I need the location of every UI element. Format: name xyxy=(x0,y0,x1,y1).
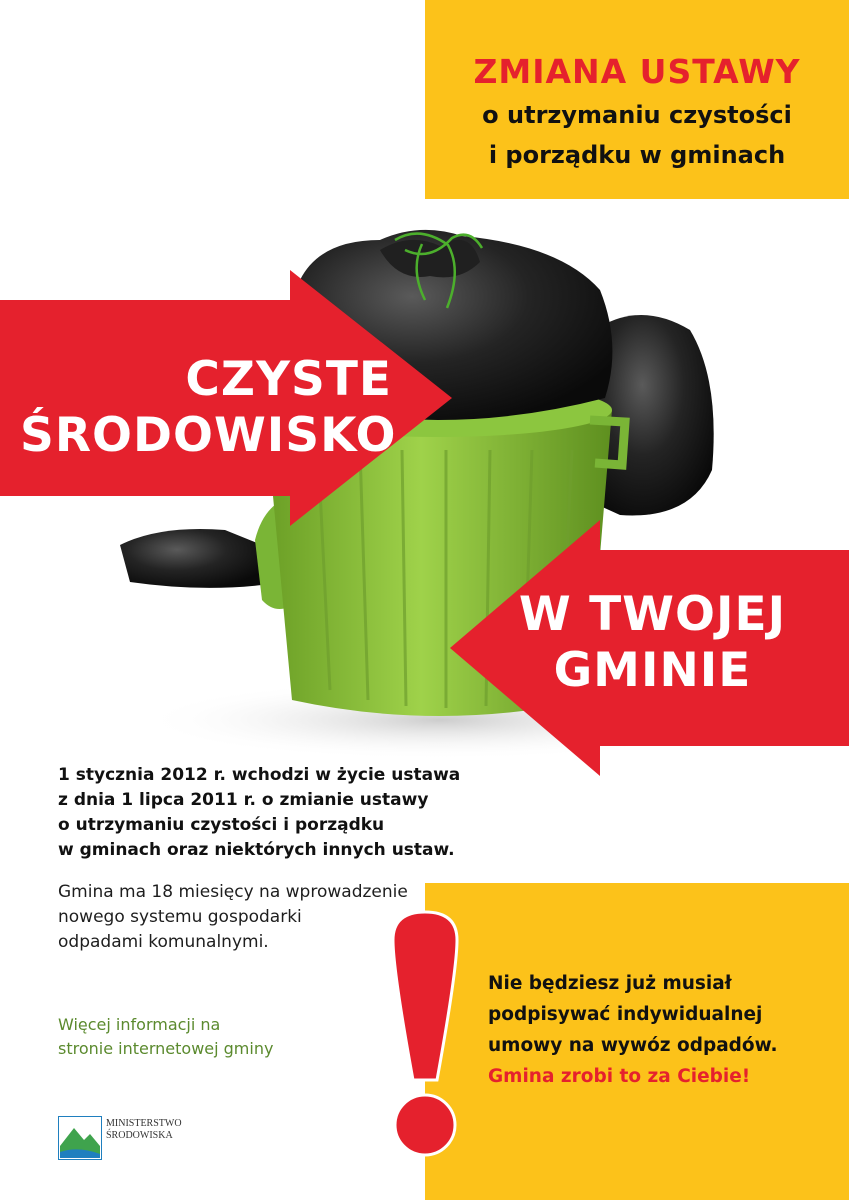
arrow-right-line2: GMINIE xyxy=(553,643,752,698)
intro-paragraph xyxy=(58,763,478,863)
notice-block xyxy=(488,968,838,1092)
intro-line: z dnia 1 lipca 2011 r. o zmianie ustawy xyxy=(58,790,429,810)
deadline-line: nowego systemu gospodarki xyxy=(58,907,302,927)
notice-highlight: Gmina zrobi to za Ciebie! xyxy=(488,1066,751,1087)
arrow-left-line2: ŚRODOWISKO xyxy=(20,408,397,463)
back-bag-right xyxy=(595,315,714,515)
intro-line: o utrzymaniu czystości i porządku xyxy=(58,815,385,835)
header-subtitle-line2: i porządku w gminach xyxy=(488,141,786,169)
arrow-right-line1: W TWOJEJ xyxy=(518,587,787,642)
notice-line: umowy na wywóz odpadów. xyxy=(488,1035,778,1056)
more-info-note xyxy=(58,1013,358,1061)
deadline-line: odpadami komunalnymi. xyxy=(58,932,269,952)
ministry-logo-text xyxy=(106,1118,182,1142)
logo-line: MINISTERSTWO xyxy=(106,1118,182,1129)
back-bag-left xyxy=(120,529,262,588)
header-subtitle-line1: o utrzymaniu czystości xyxy=(482,101,792,129)
intro-line: 1 stycznia 2012 r. wchodzi w życie ustawa xyxy=(58,765,461,785)
exclamation-icon xyxy=(385,910,465,1160)
arrow-left-line1: CZYSTE xyxy=(185,352,392,407)
deadline-paragraph xyxy=(58,880,418,955)
header-title: ZMIANA USTAWY xyxy=(473,52,801,91)
notice-line: podpisywać indywidualnej xyxy=(488,1004,763,1025)
more-info-line: Więcej informacji na xyxy=(58,1015,221,1034)
arrow-left-text xyxy=(20,352,397,464)
intro-line: w gminach oraz niektórych innych ustaw. xyxy=(58,840,455,860)
deadline-line: Gmina ma 18 miesięcy na wprowadzenie xyxy=(58,882,408,902)
more-info-line: stronie internetowej gminy xyxy=(58,1039,274,1058)
arrow-right-text xyxy=(460,587,845,699)
logo-line: ŚRODOWISKA xyxy=(106,1130,173,1141)
ministry-logo-icon xyxy=(58,1116,102,1160)
notice-line: Nie będziesz już musiał xyxy=(488,973,732,994)
